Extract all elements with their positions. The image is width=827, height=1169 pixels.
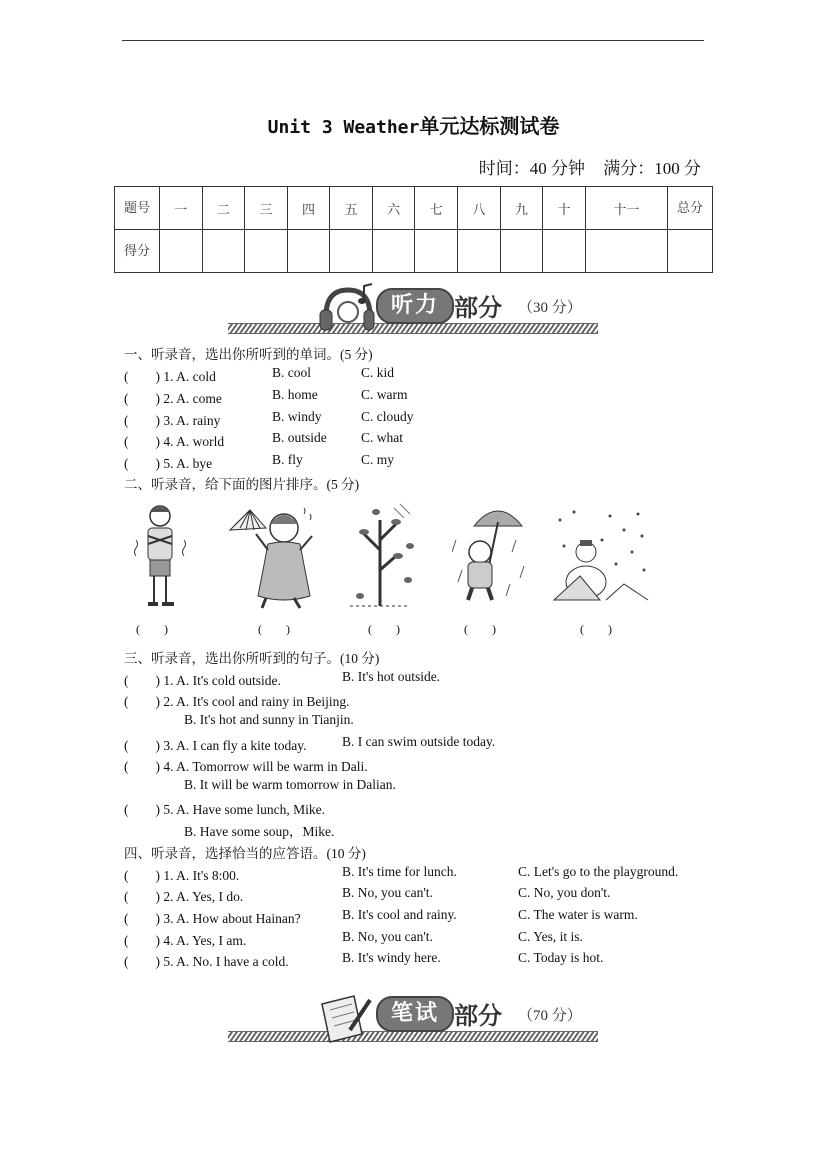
listening-banner	[228, 282, 598, 338]
score-cell[interactable]	[668, 230, 713, 273]
windy-tree-picture	[350, 500, 420, 616]
exam-time: 时间：40 分钟	[478, 159, 585, 178]
score-cell[interactable]	[500, 230, 543, 273]
banner-stripe	[228, 323, 598, 334]
score-cell[interactable]	[372, 230, 415, 273]
scroll-pen-icon	[314, 990, 374, 1046]
writing-pill: 笔试	[376, 996, 454, 1032]
col-5: 五	[330, 187, 373, 230]
score-table-score-row	[115, 230, 713, 273]
section2-heading: 二、听录音，给下面的图片排序。(5 分)	[124, 477, 360, 492]
listening-bufen: 部分	[454, 294, 502, 322]
cold-boy-picture	[132, 500, 192, 616]
score-cell[interactable]	[458, 230, 501, 273]
listening-pill: 听力	[376, 288, 454, 324]
title-cn: 单元达标测试卷	[419, 116, 560, 138]
col-8: 八	[458, 187, 501, 230]
score-table-header-row	[115, 187, 713, 230]
col-6: 六	[372, 187, 415, 230]
score-cell[interactable]	[202, 230, 245, 273]
section3-heading: 三、听录音，选出你所听到的句子。(10 分)	[124, 651, 380, 666]
banner-stripe	[228, 1031, 598, 1042]
picture-strip	[130, 500, 650, 636]
col-7: 七	[415, 187, 458, 230]
row-label-defen: 得分	[115, 230, 160, 273]
exam-full-score: 满分：100 分	[603, 159, 701, 178]
score-table	[114, 186, 713, 273]
col-total: 总分	[668, 187, 713, 230]
col-3: 三	[245, 187, 288, 230]
score-cell[interactable]	[330, 230, 373, 273]
writing-banner	[228, 990, 598, 1046]
answer-blank[interactable]: ( )	[136, 622, 168, 636]
answer-blank[interactable]: ( )	[368, 622, 400, 636]
answer-blank[interactable]: ( )	[580, 622, 612, 636]
title-unit: Unit 3 Weather	[267, 117, 420, 138]
page-title	[0, 110, 827, 139]
col-4: 四	[287, 187, 330, 230]
col-10: 十	[543, 187, 586, 230]
section1-heading: 一、听录音，选出你所听到的单词。(5 分)	[124, 347, 373, 362]
answer-blank[interactable]: ( )	[464, 622, 496, 636]
col-2: 二	[202, 187, 245, 230]
score-cell[interactable]	[160, 230, 203, 273]
exam-info	[465, 154, 701, 179]
row-label-tihao: 题号	[115, 187, 160, 230]
col-9: 九	[500, 187, 543, 230]
hot-girl-picture	[220, 500, 320, 616]
score-cell[interactable]	[287, 230, 330, 273]
writing-points: （70 分）	[518, 1008, 582, 1024]
score-cell[interactable]	[415, 230, 458, 273]
writing-bufen: 部分	[454, 1002, 502, 1030]
snowman-picture	[550, 500, 650, 616]
section4-heading: 四、听录音，选择恰当的应答语。(10 分)	[124, 846, 366, 861]
score-cell[interactable]	[585, 230, 667, 273]
score-cell[interactable]	[245, 230, 288, 273]
col-1: 一	[160, 187, 203, 230]
answer-blank[interactable]: ( )	[258, 622, 290, 636]
music-note-icon	[356, 282, 376, 306]
rainy-girl-picture	[452, 500, 532, 616]
score-cell[interactable]	[543, 230, 586, 273]
listening-points: （30 分）	[518, 300, 582, 316]
header-rule	[122, 40, 704, 41]
col-11: 十一	[585, 187, 667, 230]
